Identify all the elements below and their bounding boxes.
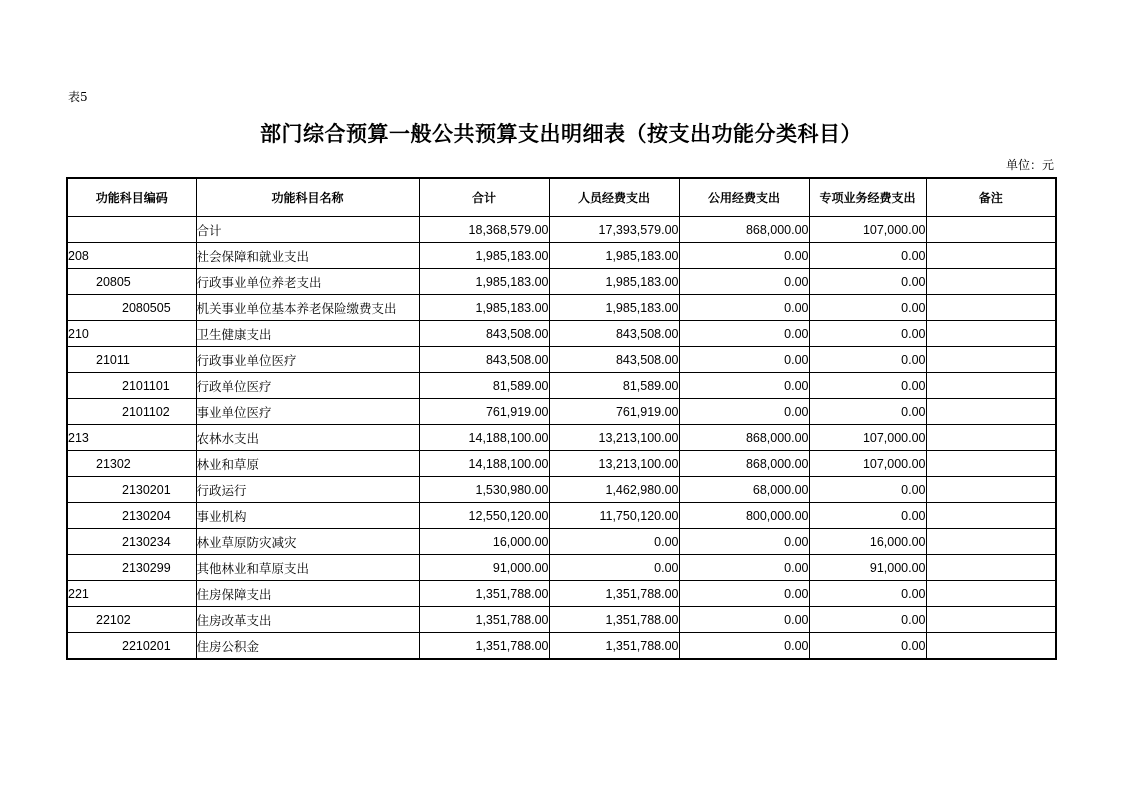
cell-personnel: 1,462,980.00	[549, 477, 679, 503]
table-row	[67, 607, 1056, 633]
cell-name: 林业和草原	[196, 451, 419, 477]
cell-name: 住房改革支出	[196, 607, 419, 633]
cell-public: 0.00	[679, 607, 809, 633]
cell-note	[926, 477, 1056, 503]
cell-personnel: 13,213,100.00	[549, 425, 679, 451]
cell-total: 1,530,980.00	[419, 477, 549, 503]
header-code: 功能科目编码	[67, 178, 196, 217]
cell-total: 1,351,788.00	[419, 581, 549, 607]
cell-total: 1,351,788.00	[419, 633, 549, 660]
cell-total: 1,985,183.00	[419, 243, 549, 269]
table-row	[67, 217, 1056, 243]
cell-total: 18,368,579.00	[419, 217, 549, 243]
cell-special: 107,000.00	[809, 451, 926, 477]
cell-personnel: 843,508.00	[549, 321, 679, 347]
cell-note	[926, 555, 1056, 581]
cell-note	[926, 529, 1056, 555]
cell-public: 0.00	[679, 243, 809, 269]
cell-personnel: 1,351,788.00	[549, 633, 679, 660]
expenditure-table	[66, 177, 1057, 660]
cell-special: 107,000.00	[809, 217, 926, 243]
cell-special: 0.00	[809, 399, 926, 425]
cell-code: 20805	[67, 269, 196, 295]
cell-name: 住房保障支出	[196, 581, 419, 607]
cell-code: 2130204	[67, 503, 196, 529]
table-row	[67, 295, 1056, 321]
table-row	[67, 399, 1056, 425]
cell-note	[926, 451, 1056, 477]
cell-note	[926, 503, 1056, 529]
cell-special: 0.00	[809, 347, 926, 373]
cell-name: 行政单位医疗	[196, 373, 419, 399]
cell-note	[926, 425, 1056, 451]
cell-personnel: 843,508.00	[549, 347, 679, 373]
cell-name: 行政事业单位医疗	[196, 347, 419, 373]
cell-note	[926, 321, 1056, 347]
cell-total: 16,000.00	[419, 529, 549, 555]
cell-code: 21011	[67, 347, 196, 373]
table-row	[67, 555, 1056, 581]
cell-public: 800,000.00	[679, 503, 809, 529]
cell-special: 0.00	[809, 581, 926, 607]
cell-personnel: 1,985,183.00	[549, 243, 679, 269]
cell-special: 0.00	[809, 607, 926, 633]
cell-note	[926, 347, 1056, 373]
cell-total: 1,985,183.00	[419, 295, 549, 321]
header-total: 合计	[419, 178, 549, 217]
cell-code: 213	[67, 425, 196, 451]
header-row	[67, 178, 1056, 217]
cell-code: 2210201	[67, 633, 196, 660]
cell-special: 91,000.00	[809, 555, 926, 581]
cell-total: 761,919.00	[419, 399, 549, 425]
cell-note	[926, 607, 1056, 633]
cell-total: 14,188,100.00	[419, 451, 549, 477]
table-row	[67, 477, 1056, 503]
page-title: 部门综合预算一般公共预算支出明细表（按支出功能分类科目）	[260, 122, 862, 146]
header-public: 公用经费支出	[679, 178, 809, 217]
cell-personnel: 1,351,788.00	[549, 607, 679, 633]
table-row	[67, 347, 1056, 373]
cell-name: 事业单位医疗	[196, 399, 419, 425]
table-row	[67, 633, 1056, 660]
cell-personnel: 13,213,100.00	[549, 451, 679, 477]
table-row	[67, 373, 1056, 399]
table-number: 表5	[68, 90, 88, 104]
cell-note	[926, 269, 1056, 295]
cell-personnel: 1,985,183.00	[549, 269, 679, 295]
cell-public: 868,000.00	[679, 425, 809, 451]
cell-note	[926, 217, 1056, 243]
cell-note	[926, 633, 1056, 660]
cell-code: 2101102	[67, 399, 196, 425]
cell-special: 0.00	[809, 373, 926, 399]
cell-total: 12,550,120.00	[419, 503, 549, 529]
cell-public: 0.00	[679, 373, 809, 399]
table-row	[67, 581, 1056, 607]
cell-name: 农林水支出	[196, 425, 419, 451]
cell-special: 0.00	[809, 269, 926, 295]
cell-public: 0.00	[679, 295, 809, 321]
header-note: 备注	[926, 178, 1056, 217]
cell-personnel: 81,589.00	[549, 373, 679, 399]
cell-public: 68,000.00	[679, 477, 809, 503]
cell-public: 0.00	[679, 529, 809, 555]
cell-code: 2130234	[67, 529, 196, 555]
cell-name: 卫生健康支出	[196, 321, 419, 347]
header-personnel: 人员经费支出	[549, 178, 679, 217]
unit-label: 单位：元	[1005, 158, 1054, 172]
cell-special: 107,000.00	[809, 425, 926, 451]
cell-public: 0.00	[679, 399, 809, 425]
cell-public: 0.00	[679, 269, 809, 295]
cell-code: 22102	[67, 607, 196, 633]
cell-code: 2080505	[67, 295, 196, 321]
cell-note	[926, 243, 1056, 269]
cell-personnel: 0.00	[549, 555, 679, 581]
table-row	[67, 529, 1056, 555]
cell-name: 行政运行	[196, 477, 419, 503]
cell-name: 其他林业和草原支出	[196, 555, 419, 581]
cell-code: 210	[67, 321, 196, 347]
cell-special: 16,000.00	[809, 529, 926, 555]
cell-code: 2130299	[67, 555, 196, 581]
cell-total: 14,188,100.00	[419, 425, 549, 451]
table-row	[67, 425, 1056, 451]
cell-public: 0.00	[679, 581, 809, 607]
cell-special: 0.00	[809, 295, 926, 321]
cell-personnel: 1,351,788.00	[549, 581, 679, 607]
cell-code	[67, 217, 196, 243]
table-row	[67, 503, 1056, 529]
cell-personnel: 1,985,183.00	[549, 295, 679, 321]
cell-public: 868,000.00	[679, 451, 809, 477]
cell-special: 0.00	[809, 243, 926, 269]
cell-personnel: 17,393,579.00	[549, 217, 679, 243]
cell-note	[926, 581, 1056, 607]
cell-total: 843,508.00	[419, 321, 549, 347]
cell-special: 0.00	[809, 321, 926, 347]
cell-personnel: 761,919.00	[549, 399, 679, 425]
cell-total: 91,000.00	[419, 555, 549, 581]
cell-public: 0.00	[679, 555, 809, 581]
cell-public: 0.00	[679, 347, 809, 373]
table-row	[67, 451, 1056, 477]
cell-total: 843,508.00	[419, 347, 549, 373]
cell-total: 1,985,183.00	[419, 269, 549, 295]
cell-public: 0.00	[679, 633, 809, 660]
cell-personnel: 11,750,120.00	[549, 503, 679, 529]
cell-name: 合计	[196, 217, 419, 243]
cell-name: 住房公积金	[196, 633, 419, 660]
cell-code: 221	[67, 581, 196, 607]
table-row	[67, 243, 1056, 269]
cell-public: 0.00	[679, 321, 809, 347]
cell-code: 2130201	[67, 477, 196, 503]
table-row	[67, 269, 1056, 295]
cell-name: 机关事业单位基本养老保险缴费支出	[196, 295, 419, 321]
cell-code: 2101101	[67, 373, 196, 399]
cell-name: 社会保障和就业支出	[196, 243, 419, 269]
cell-code: 208	[67, 243, 196, 269]
cell-name: 行政事业单位养老支出	[196, 269, 419, 295]
header-name: 功能科目名称	[196, 178, 419, 217]
cell-code: 21302	[67, 451, 196, 477]
cell-name: 事业机构	[196, 503, 419, 529]
cell-total: 81,589.00	[419, 373, 549, 399]
cell-note	[926, 399, 1056, 425]
cell-special: 0.00	[809, 633, 926, 660]
cell-special: 0.00	[809, 503, 926, 529]
table-row	[67, 321, 1056, 347]
cell-note	[926, 295, 1056, 321]
cell-total: 1,351,788.00	[419, 607, 549, 633]
cell-note	[926, 373, 1056, 399]
cell-personnel: 0.00	[549, 529, 679, 555]
cell-name: 林业草原防灾减灾	[196, 529, 419, 555]
header-special: 专项业务经费支出	[809, 178, 926, 217]
cell-public: 868,000.00	[679, 217, 809, 243]
cell-special: 0.00	[809, 477, 926, 503]
